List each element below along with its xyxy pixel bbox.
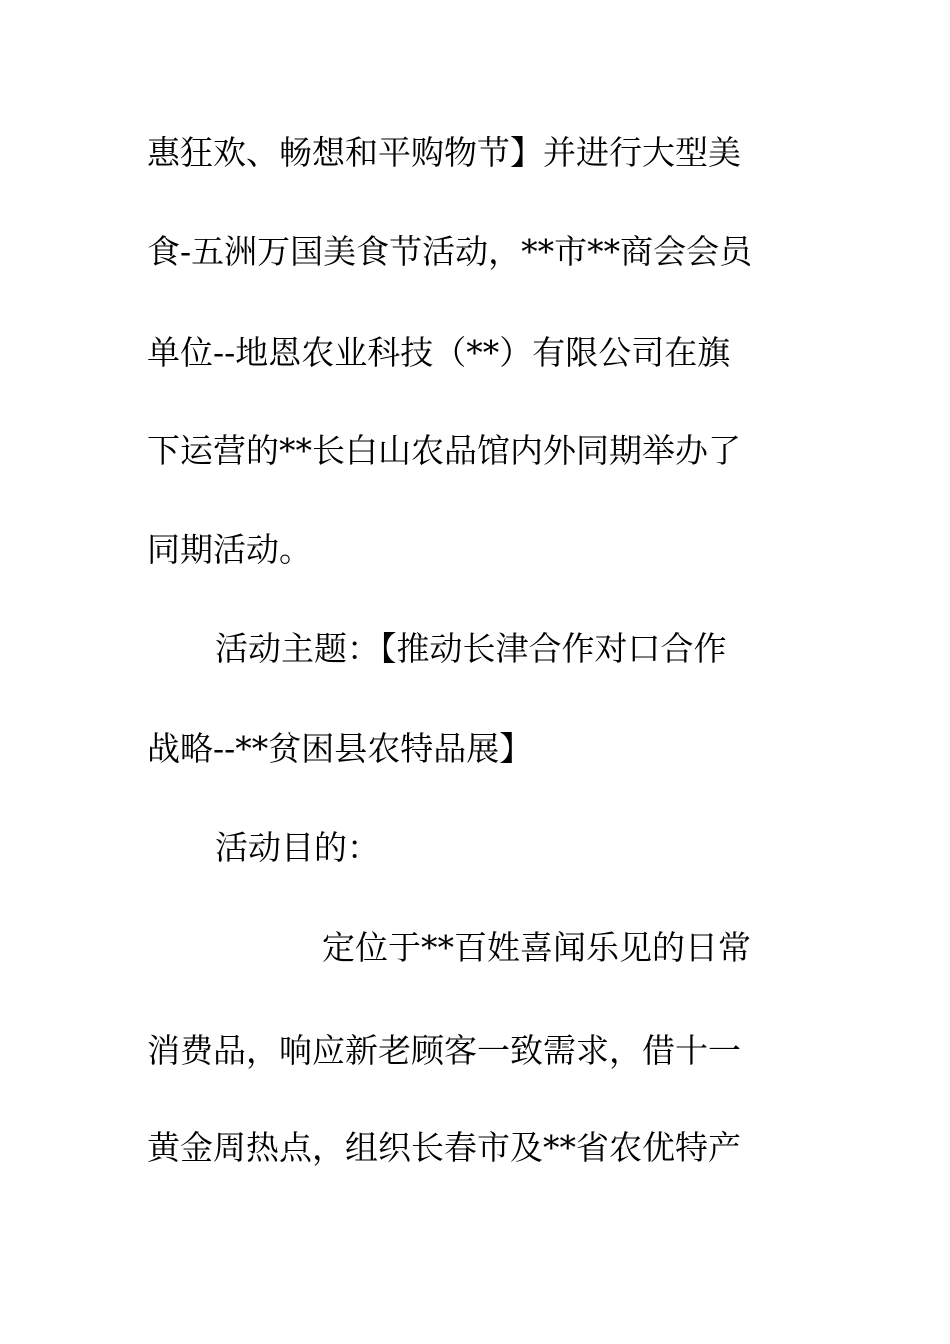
activity-purpose-heading: 活动目的： [215,828,380,867]
activity-theme-line: 活动主题：【推动长津合作对口合作 [215,629,727,668]
paragraph-line: 惠狂欢、畅想和平购物节】并进行大型美 [147,133,741,172]
paragraph-line: 消费品，响应新老顾客一致需求，借十一 [147,1031,741,1070]
paragraph-line: 下运营的**长白山农品馆内外同期举办了 [147,431,741,470]
paragraph-line: 食-五洲万国美食节活动，**市**商会会员 [147,232,753,271]
paragraph-line: 黄金周热点，组织长春市及**省农优特产 [147,1128,741,1167]
paragraph-line: 同期活动。 [147,530,312,569]
activity-theme-continuation: 战略--**贫困县农特品展】 [147,729,533,768]
paragraph-line: 定位于**百姓喜闻乐见的日常 [322,928,751,967]
paragraph-line: 单位--地恩农业科技（**）有限公司在旗 [147,333,731,372]
